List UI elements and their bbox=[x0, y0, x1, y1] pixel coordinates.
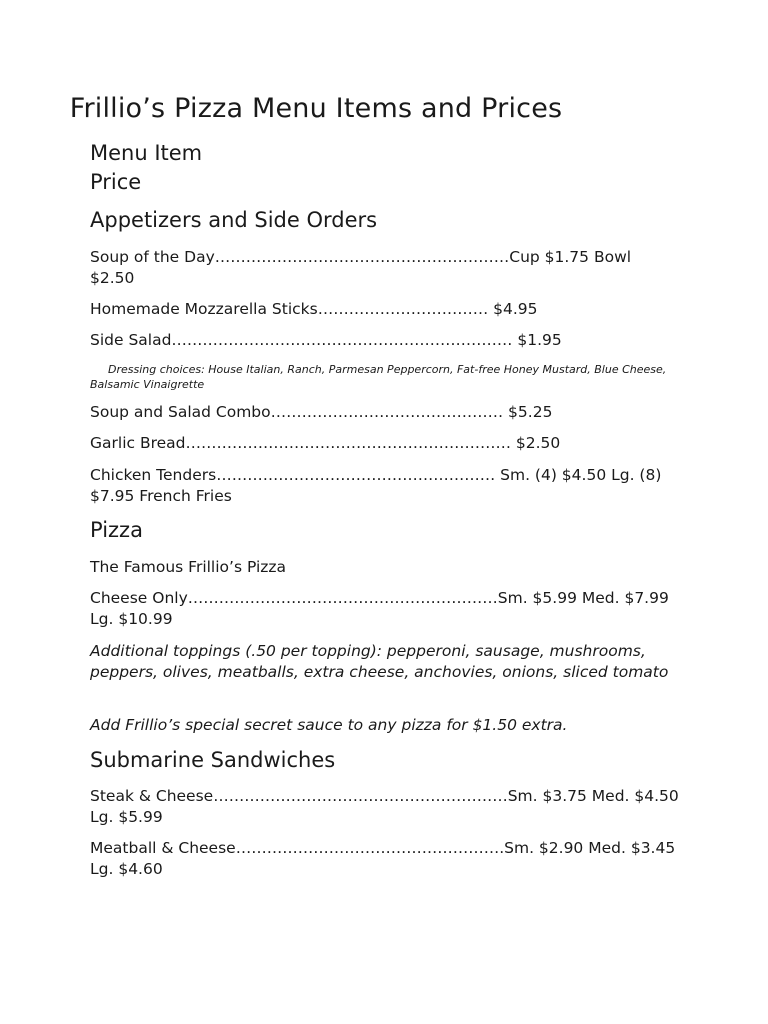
secret-sauce-note: Add Frillio’s special secret sauce to any pizza for $1.50 extra. bbox=[90, 716, 568, 734]
section-heading-appetizers: Appetizers and Side Orders bbox=[90, 208, 378, 232]
header-price: Price bbox=[90, 170, 142, 194]
additional-toppings-note: Additional toppings (.50 per topping): pepperoni, sausage, mushrooms, peppers, olives, meatballs, extra cheese, anchovies, onions, sliced tomato bbox=[90, 642, 669, 681]
menu-line-soup-of-the-day: Soup of the Day…………………………………………………Cup $1.75 Bowl $2.50 bbox=[90, 248, 632, 287]
menu-line-chicken-tenders: Chicken Tenders……………………………………………… Sm. (4) $4.50 Lg. (8) $7.95 French Fries bbox=[90, 466, 662, 505]
dressing-choices-text: Dressing choices: House Italian, Ranch, Parmesan Peppercorn, Fat-free Honey Mustard, Blue Cheese, Balsamic Vinaigrette bbox=[90, 363, 667, 391]
menu-line-side-salad: Side Salad………………………………………………………… $1.95 bbox=[90, 331, 562, 349]
dressing-choices-note bbox=[90, 362, 670, 392]
menu-line-garlic-bread: Garlic Bread……………………………………………………… $2.50 bbox=[90, 434, 561, 452]
menu-line-cheese-only: Cheese Only……………………………………………………Sm. $5.99 Med. $7.99 Lg. $10.99 bbox=[90, 589, 669, 628]
header-menu-item: Menu Item bbox=[90, 141, 203, 165]
column-headers bbox=[90, 139, 202, 197]
pizza-subtitle: The Famous Frillio’s Pizza bbox=[90, 558, 287, 576]
document-title: Frillio’s Pizza Menu Items and Prices bbox=[69, 93, 563, 124]
menu-line-meatball-cheese: Meatball & Cheese…………………………………………….Sm. $2.90 Med. $3.45 Lg. $4.60 bbox=[90, 839, 676, 878]
menu-line-steak-cheese: Steak & Cheese…………………………………………………Sm. $3.75 Med. $4.50 Lg. $5.99 bbox=[90, 787, 679, 826]
section-heading-pizza: Pizza bbox=[90, 518, 143, 542]
section-heading-subs: Submarine Sandwiches bbox=[90, 748, 336, 772]
menu-line-mozzarella-sticks: Homemade Mozzarella Sticks…………………………… $4.95 bbox=[90, 300, 538, 318]
menu-line-soup-salad-combo: Soup and Salad Combo……………………………………… $5.25 bbox=[90, 403, 553, 421]
